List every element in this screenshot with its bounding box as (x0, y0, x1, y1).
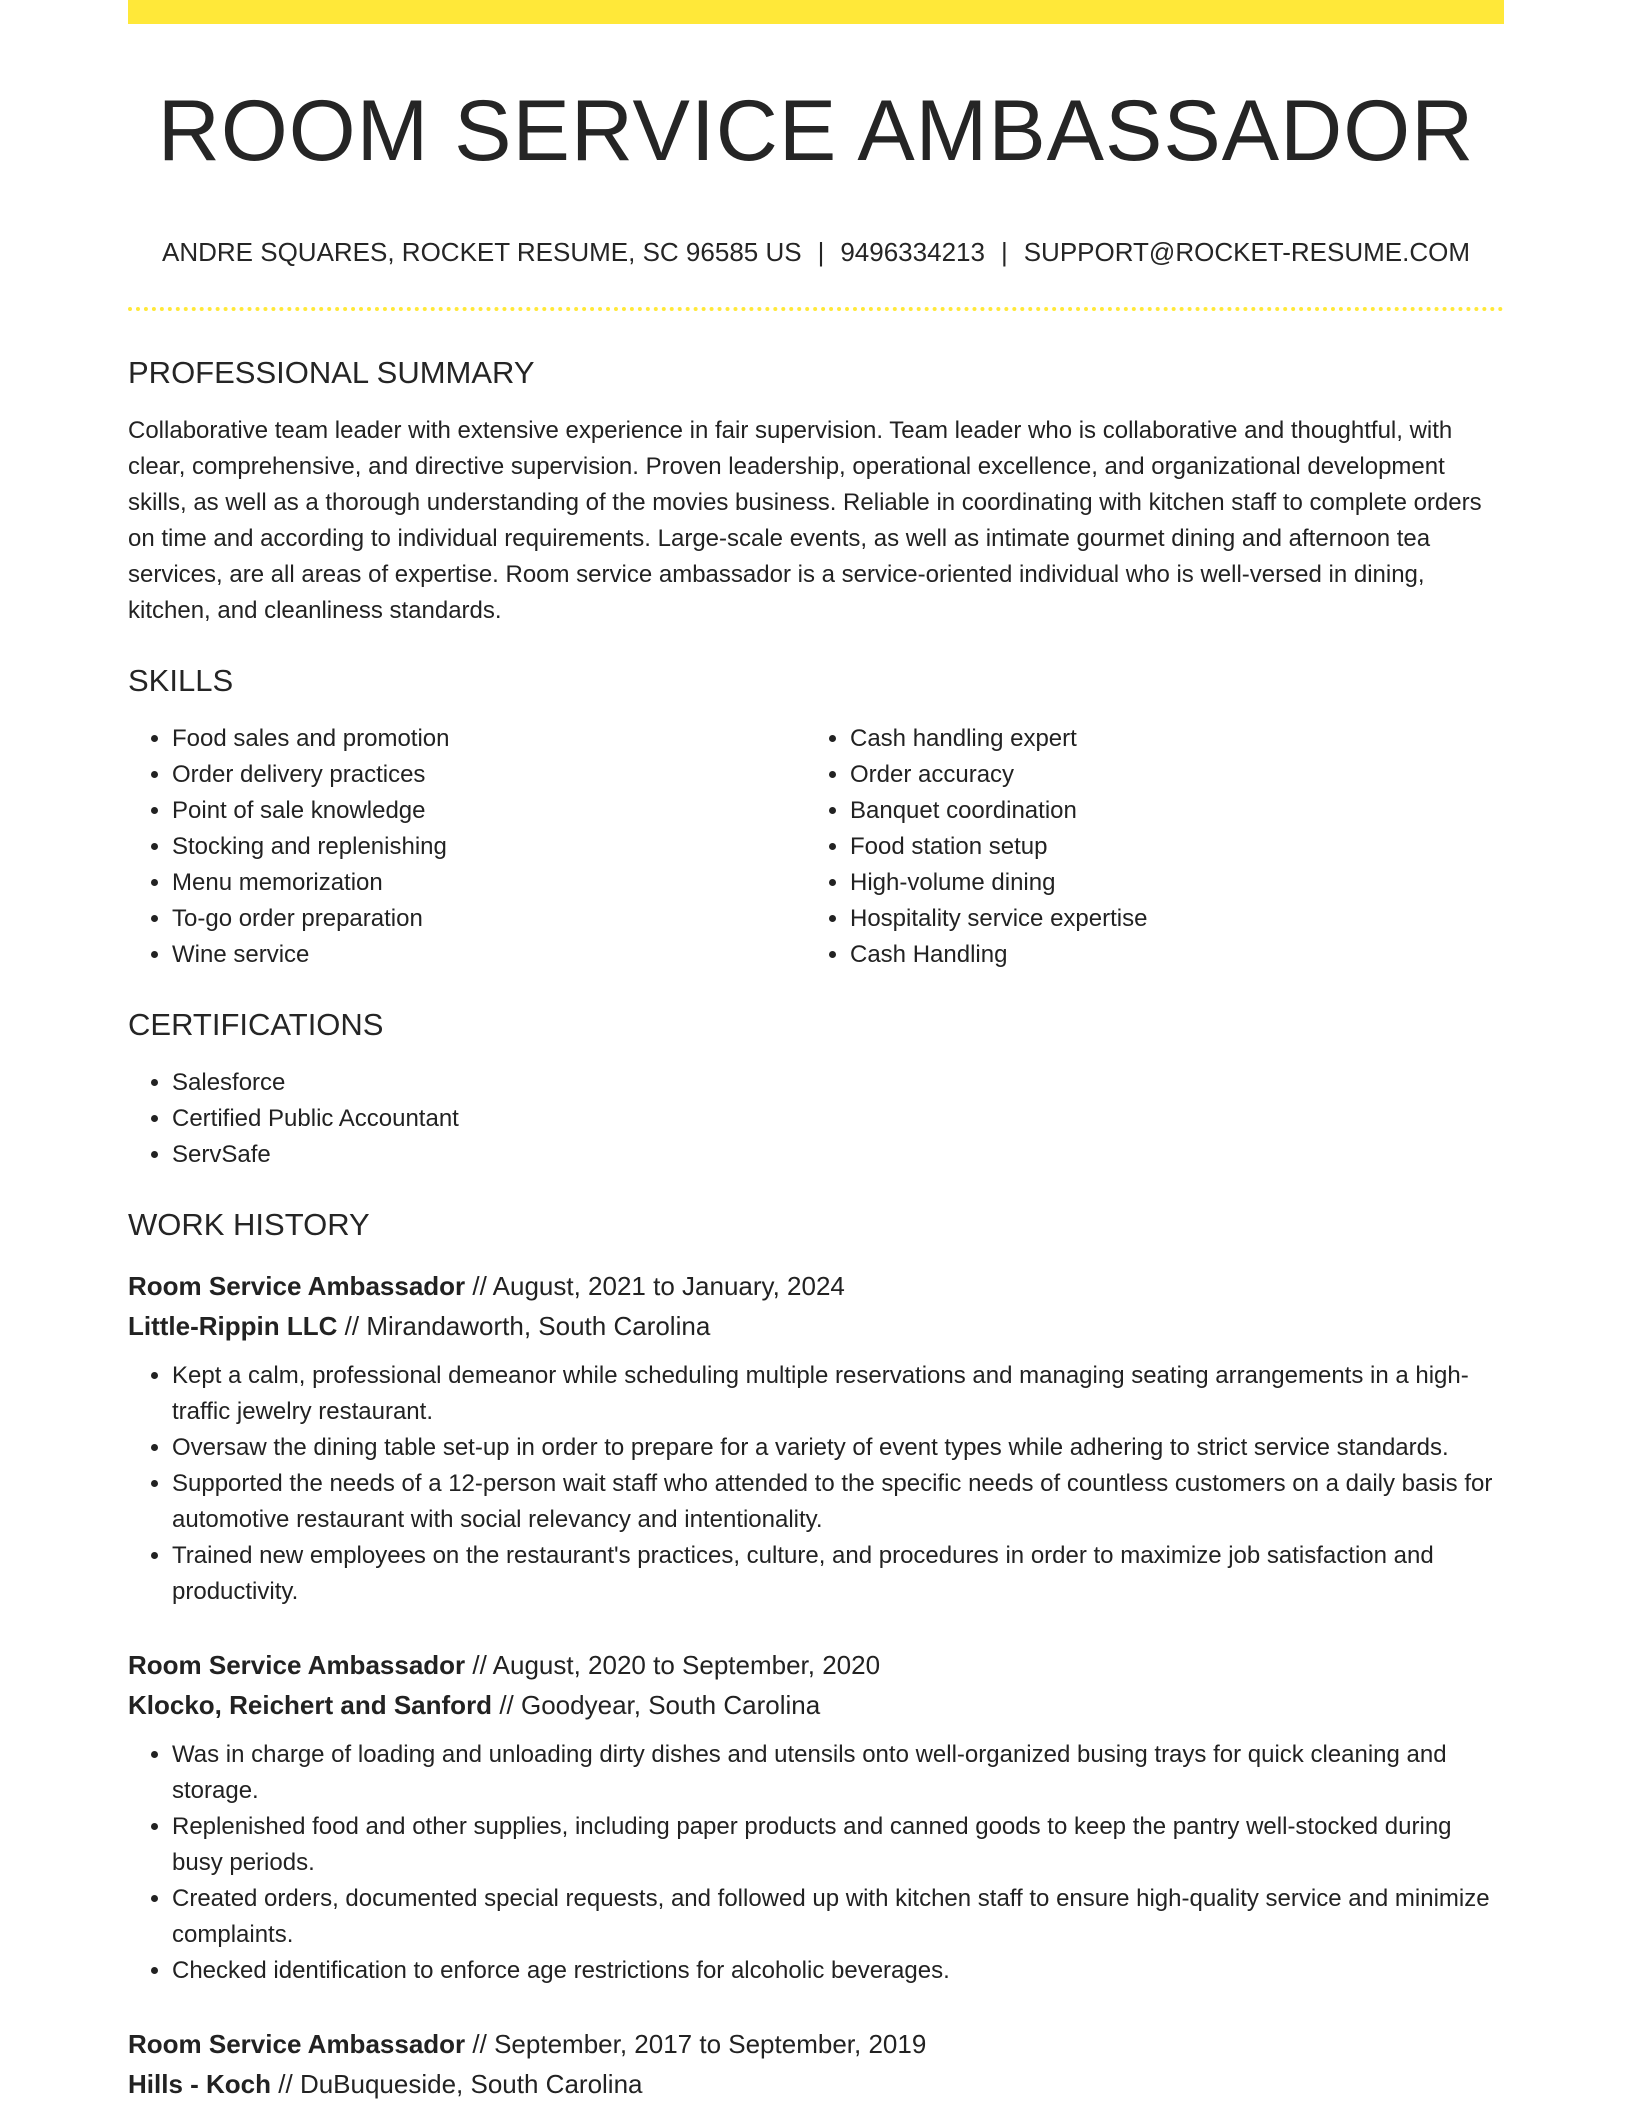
job-company: Little-Rippin LLC (128, 1310, 338, 1341)
summary-text: Collaborative team leader with extensive experience in fair supervision. Team leader who is collaborative and thoughtful, with clear, comprehensive, and directive supervision. Proven leadership, operational excellence, and organizational development skills, as well as a thorough understanding of the movies business. Reliable in coordinating with kitchen staff to complete orders on time and according to individual requirements. Large-scale events, as well as intimate gourmet dining and afternoon tea services, are all areas of expertise. Room service ambassador is a service-oriented individual who is well-versed in dining, kitchen, and cleanliness standards. (128, 416, 1482, 624)
work-history-heading: WORK HISTORY (128, 1207, 370, 1243)
skills-columns (128, 721, 1504, 973)
resume-page (128, 0, 1504, 2104)
job-bullet: • Oversaw the dining table set-up in order to prepare for a variety of event types while adhering to strict service standards. (172, 1430, 1504, 1466)
summary-heading: PROFESSIONAL SUMMARY (128, 354, 535, 390)
contact-separator: | (817, 236, 825, 267)
job-title: Room Service Ambassador (128, 1270, 466, 1301)
job-divider: // (472, 2028, 487, 2059)
skill-item: • Wine service (172, 937, 806, 973)
skills-list-right (806, 721, 1484, 973)
job-title-line (128, 1645, 1504, 1685)
skill-item: • Order accuracy (850, 757, 1484, 793)
skill-item: • Food station setup (850, 829, 1484, 865)
skill-item: • Order delivery practices (172, 757, 806, 793)
certifications-list (128, 1065, 1504, 1173)
skill-item: • To-go order preparation (172, 901, 806, 937)
contact-address: ANDRE SQUARES, ROCKET RESUME, SC 96585 US (161, 236, 802, 267)
job-divider: // (499, 1689, 514, 1720)
contact-line (128, 237, 1504, 268)
job-company-line (128, 2064, 1504, 2104)
skill-item: • Hospitality service expertise (850, 901, 1484, 937)
skills-heading: SKILLS (128, 662, 234, 698)
job-company: Klocko, Reichert and Sanford (128, 1689, 493, 1720)
job-title-line (128, 1266, 1504, 1306)
job-entry (128, 2024, 1504, 2104)
skill-item: • Food sales and promotion (172, 721, 806, 757)
contact-phone[interactable]: 9496334213 (840, 236, 985, 267)
skill-item: • Menu memorization (172, 865, 806, 901)
job-bullet: • Supported the needs of a 12-person wait staff who attended to the specific needs of countless customers on a daily basis for automotive restaurant with social relevancy and intentionality. (172, 1466, 1504, 1538)
job-bullet: • Replenished food and other supplies, including paper products and canned goods to keep the pantry well-stocked during busy periods. (172, 1809, 1504, 1881)
skill-item: • Banquet coordination (850, 793, 1484, 829)
contact-email[interactable]: SUPPORT@ROCKET-RESUME.COM (1023, 236, 1471, 267)
job-bullet: • Kept a calm, professional demeanor while scheduling multiple reservations and managing seating arrangements in a high-traffic jewelry restaurant. (172, 1358, 1504, 1430)
job-location: DuBuqueside, South Carolina (299, 2068, 643, 2099)
accent-bar (128, 0, 1504, 24)
skill-item: • Point of sale knowledge (172, 793, 806, 829)
job-bullets (128, 1737, 1504, 1989)
job-divider: // (472, 1649, 487, 1680)
certification-item: • ServSafe (172, 1137, 1504, 1173)
resume-title: ROOM SERVICE AMBASSADOR (157, 83, 1475, 179)
job-divider: // (472, 1270, 487, 1301)
job-company-line (128, 1306, 1504, 1346)
job-bullet: • Was in charge of loading and unloading dirty dishes and utensils onto well-organized busing trays for quick cleaning and storage. (172, 1737, 1504, 1809)
job-bullets (128, 1358, 1504, 1610)
summary-section (128, 354, 1504, 629)
job-dates: August, 2021 to January, 2024 (492, 1270, 845, 1301)
work-history-section (128, 1206, 1504, 2103)
job-location: Mirandaworth, South Carolina (366, 1310, 711, 1341)
dotted-divider (128, 307, 1504, 311)
contact-separator: | (1000, 236, 1008, 267)
job-title-line (128, 2024, 1504, 2064)
job-dates: September, 2017 to September, 2019 (494, 2028, 927, 2059)
job-divider: // (278, 2068, 293, 2099)
skill-item: • High-volume dining (850, 865, 1484, 901)
certifications-section (128, 1006, 1504, 1173)
job-dates: August, 2020 to September, 2020 (492, 1649, 881, 1680)
skill-item: • Cash Handling (850, 937, 1484, 973)
skill-item: • Stocking and replenishing (172, 829, 806, 865)
certification-item: • Salesforce (172, 1065, 1504, 1101)
job-bullet: • Checked identification to enforce age restrictions for alcoholic beverages. (172, 1953, 1504, 1989)
skills-list-left (128, 721, 806, 973)
skills-section (128, 662, 1504, 973)
job-company: Hills - Koch (128, 2068, 272, 2099)
skills-column-left (128, 721, 806, 973)
skills-column-right (806, 721, 1484, 973)
job-entry (128, 1266, 1504, 1610)
certifications-heading: CERTIFICATIONS (128, 1007, 384, 1043)
job-title: Room Service Ambassador (128, 2028, 466, 2059)
job-entry (128, 1645, 1504, 1989)
skill-item: • Cash handling expert (850, 721, 1484, 757)
certification-item: • Certified Public Accountant (172, 1101, 1504, 1137)
job-bullet: • Created orders, documented special requests, and followed up with kitchen staff to ensure high-quality service and minimize complaints. (172, 1881, 1504, 1953)
job-title: Room Service Ambassador (128, 1649, 466, 1680)
job-location: Goodyear, South Carolina (521, 1689, 821, 1720)
job-divider: // (344, 1310, 360, 1341)
job-bullet: • Trained new employees on the restaurant's practices, culture, and procedures in order to maximize job satisfaction and productivity. (172, 1538, 1504, 1610)
job-company-line (128, 1685, 1504, 1725)
